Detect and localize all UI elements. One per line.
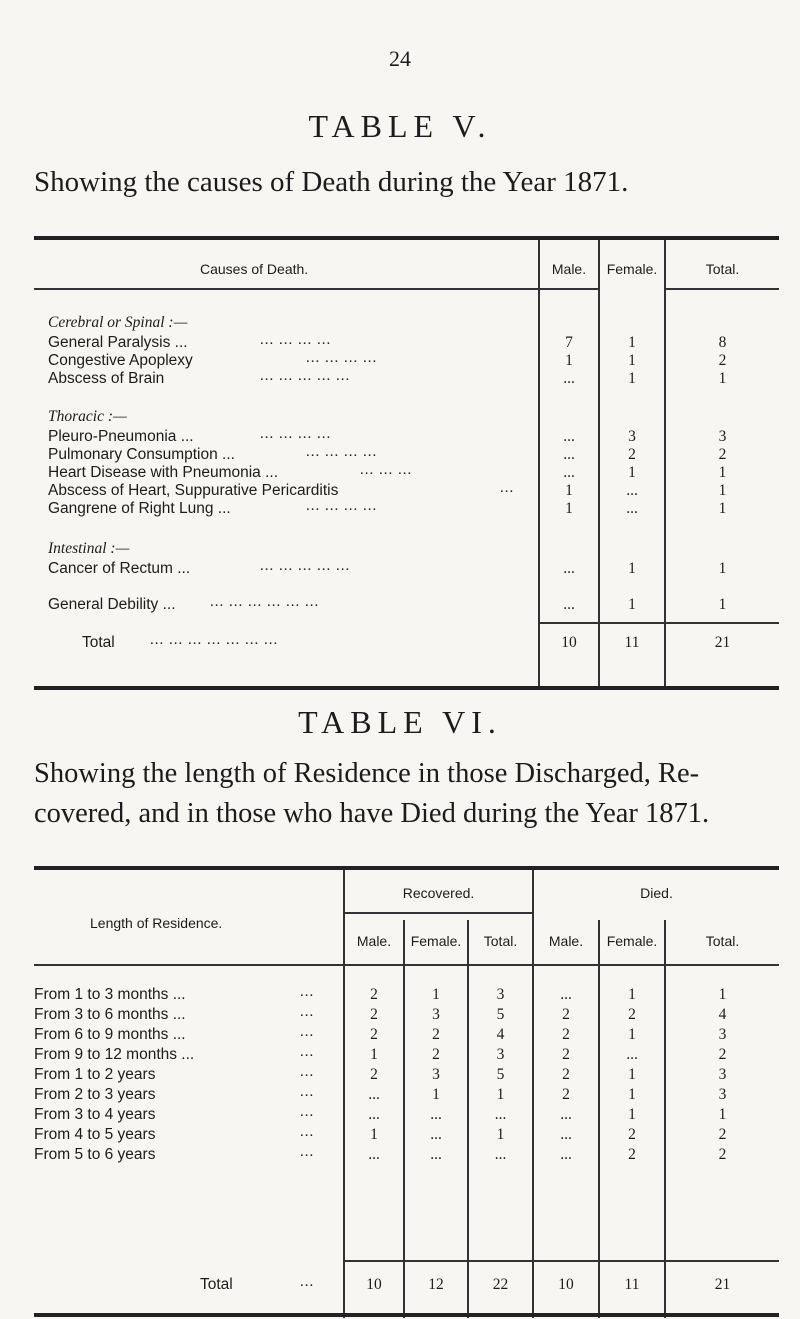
table5-total-male: 10 — [561, 634, 577, 651]
table5-cell-female: 1 — [628, 560, 636, 577]
table6-row-label: From 6 to 9 months ... — [34, 1026, 186, 1043]
table6-cell-rec-female: 2 — [432, 1026, 440, 1043]
table6-total-rec-male: 10 — [366, 1276, 382, 1293]
table6-cell-rec-male: 1 — [370, 1046, 378, 1063]
table5-row-label: General Debility ... — [48, 596, 176, 613]
table5-cell-female: 1 — [628, 464, 636, 481]
table6-cell-died-male: ... — [560, 1146, 572, 1163]
table5-row-label: Pulmonary Consumption ... — [48, 446, 235, 463]
table5-header-cause: Causes of Death. — [200, 261, 309, 277]
dot-leader: ... — [300, 1084, 315, 1100]
table6-cell-died-female: 2 — [628, 1146, 636, 1163]
table6-cell-rec-male: 2 — [370, 1026, 378, 1043]
table6-header-length: Length of Residence. — [90, 915, 223, 931]
table5-total-female: 11 — [624, 634, 640, 651]
dot-leader: ... ... ... ... — [306, 498, 378, 514]
dot-leader: ... — [300, 984, 315, 1000]
table5-row-label: Gangrene of Right Lung ... — [48, 500, 231, 517]
table5-cell-female: 1 — [628, 352, 636, 369]
table5-cell-male: ... — [563, 428, 575, 445]
table6-cell-died-male: 2 — [562, 1086, 570, 1103]
dot-leader: ... — [300, 1004, 315, 1020]
dot-leader: ... — [300, 1124, 315, 1140]
table6-cell-died-total: 4 — [718, 1006, 727, 1023]
table5-cell-total: 1 — [718, 370, 727, 387]
table6-cell-rec-female: ... — [430, 1126, 442, 1143]
dot-leader: ... ... ... ... ... ... — [210, 594, 320, 610]
table6-total-rule — [345, 1260, 779, 1262]
table6-cell-died-male: ... — [560, 1126, 572, 1143]
table5-cell-male: ... — [563, 560, 575, 577]
table5-row-label: Congestive Apoplexy — [48, 352, 193, 369]
dot-leader: ... — [300, 1104, 315, 1120]
dot-leader: ... ... ... ... — [260, 426, 332, 442]
table6-caption-line2: covered, and in those who have Died during the Year 1871. — [34, 798, 710, 829]
table5-cell-total: 1 — [718, 500, 727, 517]
dot-leader: ... ... ... ... ... — [260, 558, 351, 574]
dot-leader: ... ... ... ... ... — [260, 368, 351, 384]
table6-total-rec-female: 12 — [428, 1276, 444, 1293]
table6-group-rule — [345, 912, 532, 914]
table6-cell-died-male: 2 — [562, 1006, 570, 1023]
table5-cell-total: 2 — [718, 352, 727, 369]
table6-cell-died-female: ... — [626, 1046, 638, 1063]
page-number: 24 — [389, 46, 411, 71]
table6-cell-died-male: ... — [560, 986, 572, 1003]
dot-leader: ... ... ... — [360, 462, 413, 478]
dot-leader: ... — [500, 480, 515, 496]
table5-cell-total: 3 — [718, 428, 727, 445]
table6-header-rec-female: Female. — [410, 933, 462, 949]
table6-row-label: From 3 to 4 years — [34, 1106, 156, 1123]
table6-cell-rec-total: 4 — [496, 1026, 505, 1043]
table6-cell-rec-female: 1 — [432, 986, 440, 1003]
table6-header-died-female: Female. — [606, 933, 658, 949]
table5-bottom-rule — [34, 686, 779, 690]
table5-row-label: Cancer of Rectum ... — [48, 560, 191, 577]
table5-total-total: 21 — [714, 634, 731, 651]
table5-row-label: Abscess of Heart, Suppurative Pericarditis — [48, 482, 339, 499]
table6-caption-line1: Showing the length of Residence in those Discharged, Re- — [34, 758, 700, 789]
table6-cell-died-female: 2 — [628, 1006, 636, 1023]
table5-group-heading: Intestinal :— — [48, 540, 130, 557]
table6-cell-rec-total: 5 — [496, 1006, 505, 1023]
table5-group-heading: Thoracic :— — [48, 408, 127, 425]
table5-cell-total: 1 — [718, 560, 727, 577]
table6-top-rule — [34, 866, 779, 870]
table6-cell-rec-total: 5 — [496, 1066, 505, 1083]
table5-row-label: General Paralysis ... — [48, 334, 188, 351]
table5-cell-total: 1 — [718, 596, 727, 613]
table6-cell-died-female: 2 — [628, 1126, 636, 1143]
table6-header-rule — [34, 964, 779, 966]
table5-total-rule — [540, 622, 779, 624]
table6-total-died-male: 10 — [558, 1276, 574, 1293]
table6-cell-died-total: 3 — [718, 1026, 727, 1043]
table5-header-rule-right — [666, 288, 779, 290]
table5-cell-female: 1 — [628, 370, 636, 387]
table6-header-recovered: Recovered. — [402, 885, 475, 901]
table5-cell-female: 2 — [628, 446, 636, 463]
table6-cell-rec-male: 1 — [370, 1126, 378, 1143]
table6-cell-rec-male: ... — [368, 1106, 380, 1123]
table6-total-label: Total — [200, 1276, 233, 1293]
table6-cell-rec-total: ... — [494, 1146, 507, 1163]
table6-row-label: From 2 to 3 years — [34, 1086, 156, 1103]
table5-cell-male: ... — [563, 370, 575, 387]
table6-cell-died-male: 2 — [562, 1026, 570, 1043]
table6-row-label: From 9 to 12 months ... — [34, 1046, 195, 1063]
table6-title: TABLE VI. — [298, 704, 502, 740]
table6-cell-rec-female: 3 — [432, 1066, 440, 1083]
table5-row-label: Pleuro-Pneumonia ... — [48, 428, 194, 445]
table5-row-label: Heart Disease with Pneumonia ... — [48, 464, 279, 481]
table5-cell-male: ... — [563, 464, 575, 481]
table6-cell-rec-female: 3 — [432, 1006, 440, 1023]
table6-total-rec-total: 22 — [492, 1276, 509, 1293]
table5-cell-female: 1 — [628, 596, 636, 613]
table6-row-label: From 5 to 6 years — [34, 1146, 156, 1163]
table6-total-died-total: 21 — [714, 1276, 731, 1293]
table6-cell-rec-male: ... — [368, 1086, 380, 1103]
table5-cell-male: 1 — [565, 352, 573, 369]
table5-cell-female: 1 — [628, 334, 636, 351]
table6-cell-rec-total: 3 — [496, 986, 505, 1003]
table5-group-heading: Cerebral or Spinal :— — [48, 314, 188, 331]
table5-cell-male: ... — [563, 596, 575, 613]
table6-cell-rec-female: ... — [430, 1106, 442, 1123]
table6-cell-died-total: 1 — [718, 1106, 727, 1123]
table5-top-rule — [34, 236, 779, 240]
table5-cell-male: ... — [563, 446, 575, 463]
table6-cell-died-female: 1 — [628, 1086, 636, 1103]
table6-cell-died-total: 2 — [718, 1046, 727, 1063]
dot-leader: ... ... ... ... ... ... ... — [150, 632, 279, 648]
table6-cell-rec-male: 2 — [370, 1006, 378, 1023]
table6-row-label: From 3 to 6 months ... — [34, 1006, 186, 1023]
table5-row-label: Abscess of Brain — [48, 370, 165, 387]
table5-cell-total: 1 — [718, 482, 727, 499]
dot-leader: ... — [300, 1144, 315, 1160]
table6-row-label: From 4 to 5 years — [34, 1126, 156, 1143]
dot-leader: ... — [300, 1024, 315, 1040]
table5-cell-male: 1 — [565, 482, 573, 499]
table5-cell-female: ... — [626, 500, 638, 517]
table6-cell-died-total: 3 — [718, 1086, 727, 1103]
dot-leader: ... — [300, 1044, 315, 1060]
table5-cell-total: 2 — [718, 446, 727, 463]
table6-cell-rec-total: 1 — [496, 1086, 505, 1103]
table6-total-died-female: 11 — [624, 1276, 640, 1293]
table6-header-died-total: Total. — [705, 933, 740, 949]
table6-cell-died-female: 1 — [628, 1066, 636, 1083]
table6-cell-died-male: 2 — [562, 1066, 570, 1083]
dot-leader: ... — [300, 1274, 315, 1290]
table6-header-died: Died. — [640, 885, 673, 901]
table6-cell-rec-male: 2 — [370, 986, 378, 1003]
table6-cell-rec-total: 1 — [496, 1126, 505, 1143]
table6-cell-died-male: 2 — [562, 1046, 570, 1063]
table6-header-died-male: Male. — [548, 933, 584, 949]
table5-header-male: Male. — [551, 261, 587, 277]
table6-cell-rec-female: ... — [430, 1146, 442, 1163]
table6-cell-died-female: 1 — [628, 1106, 636, 1123]
table6-header-rec-male: Male. — [356, 933, 392, 949]
table5-header-female: Female. — [606, 261, 658, 277]
table6-cell-died-total: 3 — [718, 1066, 727, 1083]
table5-cell-total: 1 — [718, 464, 727, 481]
dot-leader: ... ... ... ... — [260, 332, 332, 348]
table6-cell-died-total: 2 — [718, 1126, 727, 1143]
table6-cell-rec-total: 3 — [496, 1046, 505, 1063]
dot-leader: ... ... ... ... — [306, 444, 378, 460]
dot-leader: ... — [300, 1064, 315, 1080]
dot-leader: ... ... ... ... — [306, 350, 378, 366]
table6-row-label: From 1 to 3 months ... — [34, 986, 186, 1003]
table5-cell-male: 1 — [565, 500, 573, 517]
table6-header-rec-total: Total. — [483, 933, 518, 949]
table6-cell-rec-male: ... — [368, 1146, 380, 1163]
table5-cell-male: 7 — [565, 334, 573, 351]
table6-row-label: From 1 to 2 years — [34, 1066, 156, 1083]
table5-header-rule — [34, 288, 598, 290]
table6-cell-rec-male: 2 — [370, 1066, 378, 1083]
table5-caption: Showing the causes of Death during the Year 1871. — [34, 166, 629, 198]
table6-bottom-rule — [34, 1313, 779, 1317]
table5-title: TABLE V. — [308, 108, 492, 144]
table6-cell-died-male: ... — [560, 1106, 572, 1123]
table5-cell-female: 3 — [628, 428, 636, 445]
table6-cell-rec-total: ... — [494, 1106, 507, 1123]
table6-cell-rec-female: 2 — [432, 1046, 440, 1063]
table6-cell-rec-female: 1 — [432, 1086, 440, 1103]
table5-total-label: Total — [82, 634, 115, 651]
table6-cell-died-total: 2 — [718, 1146, 727, 1163]
table5-header-total: Total. — [705, 261, 740, 277]
table5-cell-total: 8 — [718, 334, 727, 351]
table6-cell-died-female: 1 — [628, 1026, 636, 1043]
table6-cell-died-total: 1 — [718, 986, 727, 1003]
table5-cell-female: ... — [626, 482, 638, 499]
table6-cell-died-female: 1 — [628, 986, 636, 1003]
